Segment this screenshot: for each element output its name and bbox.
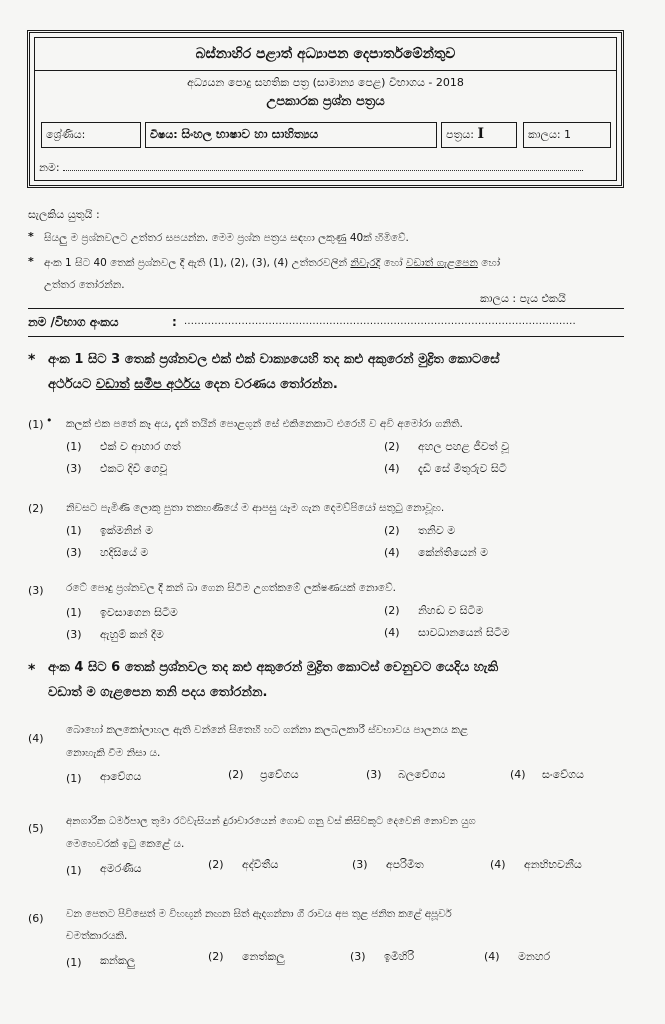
grade-label: ශ්‍රේණිය: [46, 128, 86, 141]
divider-top [28, 308, 624, 309]
section-1-line-1: අංක 1 සිට 3 තෙක් ප්‍රශ්නවල එක් එක් වාක්‍යයෙහි තද කළු අකුරෙන් මුද්‍රිත කොටසේ [48, 352, 500, 367]
paper-label: පත්‍රය: [446, 128, 474, 141]
note-2 [44, 257, 500, 270]
section-1-bullet: * [28, 352, 36, 368]
time-note: කාලය : පැය එකයි [480, 292, 566, 305]
note-2-text-a: අංක 1 සිට 40 තෙක් ප්‍රශ්නවල දී ඇති (1), (2), (3), (4) උත්තරවලින් [44, 257, 351, 269]
q5-line-1: අනගාරික ධර්මපාල තුමා රටවැසියන් දුරාචාරයෙන් ගොඩ ගනු වස් කිසිවකුට දෙවෙනි නොවන යුග [66, 816, 476, 827]
q2-opt1-num[interactable]: (1) [66, 524, 82, 537]
q6-line-2: චමත්කාරයකි. [66, 930, 128, 942]
q1-mark: • [46, 414, 53, 427]
q1-opt1-text[interactable]: එක් ව ආහාර ගත් [100, 440, 181, 453]
q6-opt3-num[interactable]: (3) [350, 950, 366, 963]
q5-opt4-text[interactable]: අනභිභවනීය [524, 858, 582, 871]
q4-number: (4) [28, 732, 44, 745]
note-1: සියලු ම ප්‍රශ්නවලට උත්තර සපයන්න. මෙම ප්‍රශ්න පත්‍රය සඳහා ලකුණු 40ක් හිමිවේ. [44, 232, 409, 244]
q1-opt4-text[interactable]: දැඩි සේ මිතුරුව සිටි [418, 462, 507, 475]
exam-title: අධ්‍යයන පොදු සහතික පත්‍ර (සාමාන්‍ය පෙළ) විභාගය - 2018 [187, 76, 464, 89]
name-index-dots: .................................................................................................................... [184, 316, 576, 327]
q1-opt3-num[interactable]: (3) [66, 462, 82, 475]
q4-opt1-num[interactable]: (1) [66, 772, 82, 785]
q4-opt4-text[interactable]: සංවේගය [542, 768, 584, 781]
q4-opt4-num[interactable]: (4) [510, 768, 526, 781]
section-1-emph-2: සමීප අර්ථය [134, 377, 201, 392]
q3-opt2-text[interactable]: නිහඬ ව සිටීම [418, 604, 484, 617]
paper-type: උපකාරක ප්‍රශ්න පත්‍රය [266, 94, 385, 109]
q2-opt2-text[interactable]: තනිව ම [418, 524, 456, 537]
q5-opt1-num[interactable]: (1) [66, 864, 82, 877]
q2-opt2-num[interactable]: (2) [384, 524, 400, 537]
q6-opt2-num[interactable]: (2) [208, 950, 224, 963]
q1-text: කලක් එක පතේ කෑ අය, දැන් තයින් පොළගුන් සේ එකිනෙකාට එරෙහි ව අවි අමෝරා ගනිති. [66, 418, 463, 430]
q4-opt2-num[interactable]: (2) [228, 768, 244, 781]
note-2-bullet: * [28, 255, 34, 268]
q1-number: (1) [28, 418, 44, 431]
q3-opt3-text[interactable]: ඇහුම් කන් දීම [100, 628, 164, 641]
note-2-text-c: හෝ [477, 257, 501, 269]
section-2-bullet: * [28, 662, 36, 678]
header-box [27, 30, 624, 188]
section-1-emph-1: වඩාත් [95, 377, 130, 392]
q5-opt3-text[interactable]: අපරිමිත [386, 858, 424, 871]
section-2-line-1: අංක 4 සිට 6 තෙක් ප්‍රශ්නවල තද කළු අකුරෙන් මුද්‍රිත කොටස් වෙනුවට යෙදිය හැකි [48, 660, 499, 675]
q2-number: (2) [28, 502, 44, 515]
divider-bottom [28, 336, 624, 337]
section-1-line-2 [48, 377, 338, 392]
note-2-emph-best: වඩාත් ගැළපෙන [405, 257, 478, 269]
q3-opt1-text[interactable]: ඉවසාගෙන සිටීම [100, 606, 178, 619]
note-2-cont: උත්තර තෝරන්න. [44, 279, 125, 291]
q2-opt3-text[interactable]: හදිසියේ ම [100, 546, 149, 559]
q3-opt4-text[interactable]: සාවධානයෙන් සිටීම [418, 626, 510, 639]
paper-box [441, 122, 517, 148]
q6-number: (6) [28, 912, 44, 925]
q3-opt3-num[interactable]: (3) [66, 628, 82, 641]
q2-opt4-text[interactable]: කේන්තියෙන් ම [418, 546, 489, 559]
name-label: නම: [39, 161, 60, 174]
q3-text: රටේ පොදු ප්‍රශ්නවල දී කන් බා ගෙන සිටීම උගත්කමේ ලක්ෂණයක් නොවේ. [66, 582, 396, 594]
name-dots [63, 160, 583, 171]
q6-line-1: වන පෙතට පිවිසෙත් ම විහඟුන් නඟන සිත් ඇදගන්නා ගී රාවය අප තුළ ජනිත කළේ අපූර්ව [66, 908, 452, 920]
q3-opt2-num[interactable]: (2) [384, 604, 400, 617]
q6-opt3-text[interactable]: ඉමිහිරි [384, 950, 415, 963]
section-2-line-2: වඩාත් ම ගැළපෙන තනි පදය තෝරන්න. [48, 685, 268, 700]
q3-number: (3) [28, 584, 44, 597]
q2-opt4-num[interactable]: (4) [384, 546, 400, 559]
q5-line-2: මෙහෙවරක් ඉටු කෙළේ ය. [66, 838, 185, 850]
q4-line-1: බොහෝ කලකෝලාහල ඇති වන්නේ සිතෙහි හට ගන්නා කලබලකාරී ස්වභාවය පාලනය කළ [66, 724, 468, 736]
q3-opt1-num[interactable]: (1) [66, 606, 82, 619]
q6-opt4-text[interactable]: මනහර [518, 950, 551, 963]
q5-number: (5) [28, 822, 44, 835]
q6-opt2-text[interactable]: නෙත්කලු [242, 950, 285, 963]
subject-box [145, 122, 437, 148]
name-index-colon: : [172, 315, 177, 329]
paper-number: I [477, 126, 485, 142]
q2-text: නිවසට පැමිණි ලොකු පුතා තකහණියේ ම ආපසු යෑම ගැන දෙමව්පියෝ සතුටු නොවූහ. [66, 502, 445, 514]
time-value: කාලය: 1 [528, 128, 572, 141]
section-1-text-c: දෙන වරණය තෝරන්න. [200, 377, 338, 392]
q5-opt2-num[interactable]: (2) [208, 858, 224, 871]
q4-opt3-text[interactable]: බලවේගය [398, 768, 446, 781]
q1-opt1-num[interactable]: (1) [66, 440, 82, 453]
q1-opt3-text[interactable]: එකට දිවි ගෙවූ [100, 462, 168, 475]
grade-box [41, 122, 141, 148]
time-box [523, 122, 611, 148]
q1-opt4-num[interactable]: (4) [384, 462, 400, 475]
q6-opt1-num[interactable]: (1) [66, 956, 82, 969]
q4-opt2-text[interactable]: ප්‍රවේගය [260, 768, 299, 781]
note-2-text-b: හෝ [380, 257, 406, 269]
q1-opt2-num[interactable]: (2) [384, 440, 400, 453]
q4-opt1-text[interactable]: ආවේගය [100, 770, 142, 783]
name-index-label: නම /විභාග අංකය [28, 315, 119, 329]
q5-opt4-num[interactable]: (4) [490, 858, 506, 871]
note-2-emph-correct: නිවැරදි [350, 257, 381, 269]
q3-opt4-num[interactable]: (4) [384, 626, 400, 639]
department-title: බස්නාහිර පළාත් අධ්‍යාපන දෙපාර්තමේන්තුව [35, 38, 616, 71]
name-line [39, 160, 583, 175]
header-inner [34, 37, 617, 181]
q2-opt1-text[interactable]: ඉක්මනින් ම [100, 524, 153, 537]
note-1-bullet: * [28, 230, 34, 243]
q5-opt3-num[interactable]: (3) [352, 858, 368, 871]
q5-opt1-text[interactable]: අමරණීය [100, 862, 142, 875]
q6-opt1-text[interactable]: කන්කලු [100, 954, 136, 967]
q4-opt3-num[interactable]: (3) [366, 768, 382, 781]
subject-label: විෂය: [150, 128, 178, 141]
q5-opt2-text[interactable]: අද්විතීය [242, 858, 279, 871]
section-1-text-a: අර්ථයට [48, 377, 96, 392]
q6-opt4-num[interactable]: (4) [484, 950, 500, 963]
subject-value: සිංහල භාෂාව හා සාහිත්‍යය [181, 127, 319, 141]
q4-line-2: නොහැකි වීම නිසා ය. [66, 747, 161, 759]
notes-heading: සැලකිය යුතුයි : [28, 208, 100, 221]
q1-opt2-text[interactable]: අහල පහළ ජීවත් වූ [418, 440, 510, 453]
q2-opt3-num[interactable]: (3) [66, 546, 82, 559]
